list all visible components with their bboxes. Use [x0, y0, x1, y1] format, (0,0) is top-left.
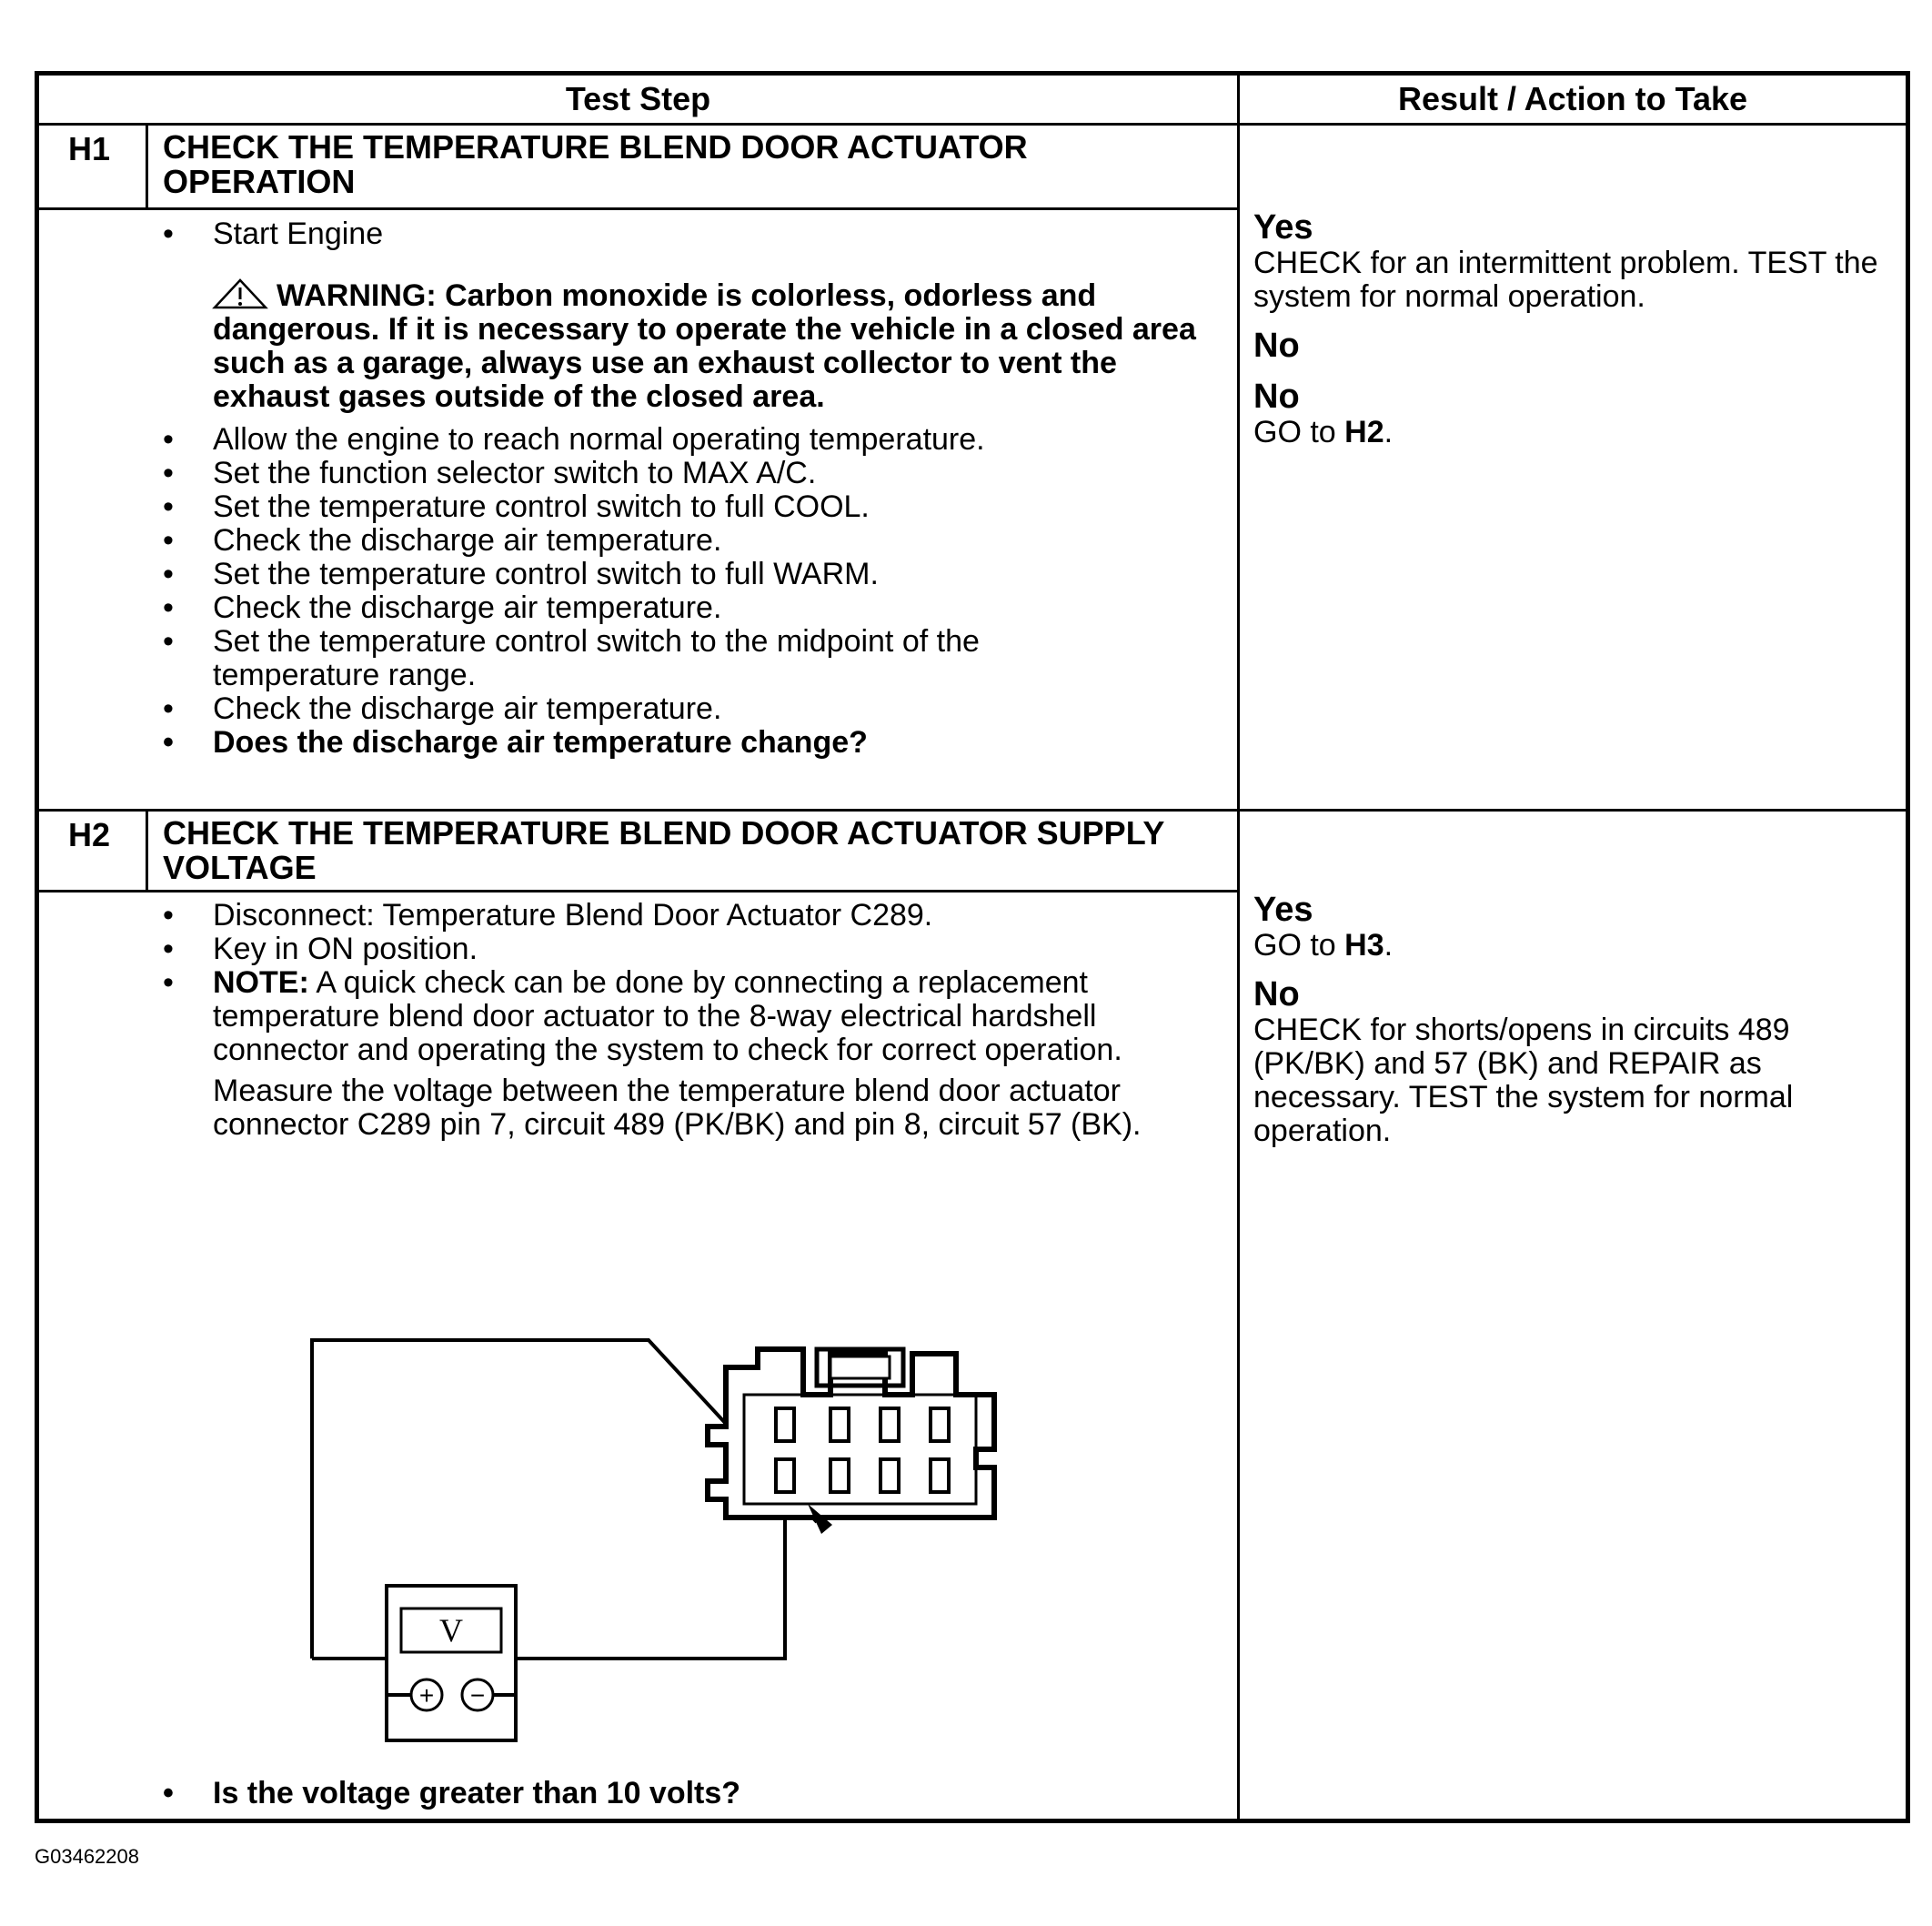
h2-title-divider — [39, 890, 1240, 892]
diagnostic-table — [35, 71, 1910, 1823]
result-action-header: Result / Action to Take — [1397, 80, 1748, 117]
step-title-h1: CHECK THE TEMPERATURE BLEND DOOR ACTUATOR OPERATION — [163, 128, 1028, 200]
svg-text:−: − — [469, 1681, 486, 1709]
h1-title-divider — [39, 207, 1240, 210]
warning-icon — [213, 278, 267, 309]
list-item: • Start Engine — [163, 217, 384, 251]
result-h2 — [1253, 891, 1890, 1148]
question-h2: • Is the voltage greater than 10 volts? — [163, 1776, 741, 1810]
header-divider — [39, 123, 1906, 126]
h2-procedure — [163, 898, 1223, 1142]
note-item: • NOTE: A quick check can be done by connecting a replacement temperature blend door actuator to the 8-way electrical hardshell connector and operating the system to check for correct operation. — [163, 965, 1122, 1067]
h2-question-list — [163, 1776, 1223, 1810]
no-action: GO to H2. — [1253, 415, 1394, 449]
list-item: • Key in ON position. — [163, 932, 478, 966]
list-item: • Check the discharge air temperature. — [163, 523, 722, 558]
step-id-h2: H2 — [68, 816, 111, 853]
result-h1 — [1253, 208, 1890, 449]
no-action: CHECK for shorts/opens in circuits 489 (PK/BK) and 57 (BK) and REPAIR as necessary. TEST the system for normal operation. — [1253, 1013, 1794, 1148]
figure-id: G03462208 — [35, 1845, 139, 1868]
meter-display: V — [439, 1612, 463, 1649]
voltmeter-connector-diagram — [248, 1235, 1067, 1709]
warning-text: WARNING: Carbon monoxide is colorless, odorless and dangerous. If it is necessary to operate the vehicle in a closed area such as a garage, always use an exhaust collector to vent the exhaust gases outside of the closed area. — [213, 278, 1196, 414]
list-item: • Check the discharge air temperature. — [163, 590, 722, 625]
yes-label: Yes — [1253, 208, 1313, 247]
step-title-h2: CHECK THE TEMPERATURE BLEND DOOR ACTUATOR SUPPLY VOLTAGE — [163, 814, 1164, 886]
h1-h2-divider — [39, 809, 1906, 812]
no-label: No — [1253, 975, 1300, 1013]
question-h1: • Does the discharge air temperature change? — [163, 725, 868, 760]
yes-action: CHECK for an intermittent problem. TEST the system for normal operation. — [1253, 246, 1878, 314]
no-label: No — [1253, 327, 1300, 365]
list-item: • Set the function selector switch to MAX A/C. — [163, 456, 817, 490]
test-step-header: Test Step — [565, 80, 711, 117]
yes-action: GO to H3. — [1253, 928, 1394, 963]
list-item: • Set the temperature control switch to full WARM. — [163, 557, 879, 591]
measure-text: Measure the voltage between the temperature blend door actuator connector C289 pin 7, circuit 489 (PK/BK) and pin 8, circuit 57 (BK). — [213, 1074, 1142, 1142]
h2-id-divider — [146, 809, 148, 891]
list-item: • Disconnect: Temperature Blend Door Actuator C289. — [163, 898, 933, 933]
list-item: • Allow the engine to reach normal operating temperature. — [163, 422, 985, 457]
step-id-h1: H1 — [68, 130, 111, 167]
h1-procedure — [163, 217, 1223, 760]
list-item: • Set the temperature control switch to full COOL. — [163, 489, 870, 524]
no-label: No — [1253, 378, 1300, 416]
h1-id-divider — [146, 123, 148, 208]
warning-block — [213, 278, 1223, 414]
svg-text:+: + — [418, 1681, 435, 1709]
list-item: • Set the temperature control switch to the midpoint of the temperature range. — [163, 624, 980, 692]
yes-label: Yes — [1253, 891, 1313, 929]
column-divider — [1237, 76, 1240, 1819]
list-item: • Check the discharge air temperature. — [163, 691, 722, 726]
